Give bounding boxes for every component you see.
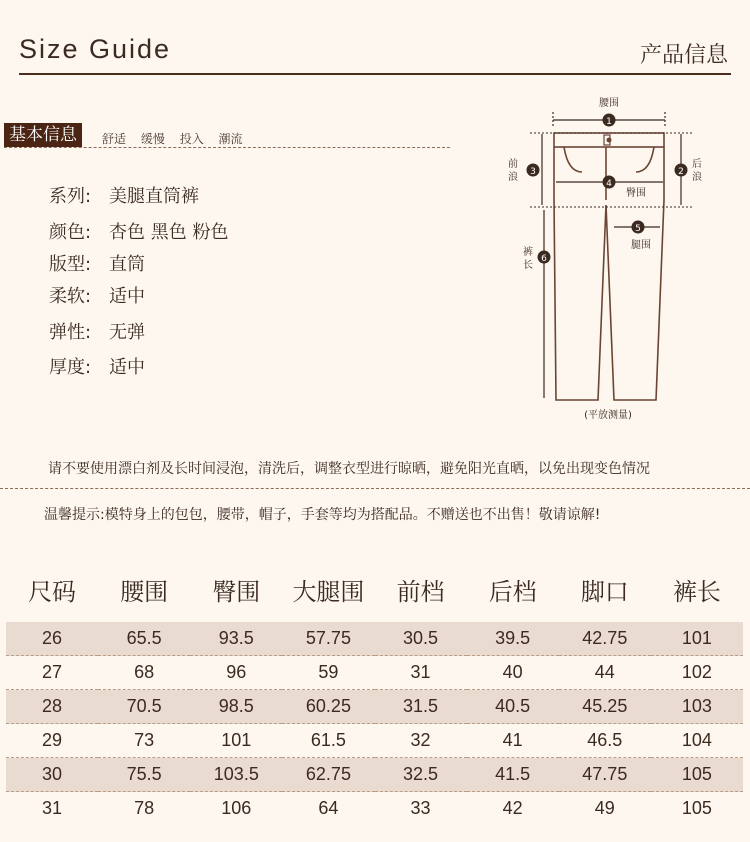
attr-value: 适中 bbox=[109, 286, 145, 307]
cell: 103 bbox=[651, 690, 743, 724]
cell: 27 bbox=[6, 656, 98, 690]
cell: 49 bbox=[594, 798, 615, 818]
attr-key: 版型: bbox=[49, 254, 92, 275]
cell: 102 bbox=[651, 656, 743, 690]
cell: 60.25 bbox=[282, 690, 374, 724]
cell: 104 bbox=[651, 724, 743, 758]
label-length-1: 裤 bbox=[523, 247, 533, 258]
table-row bbox=[6, 792, 743, 826]
attr-value: 直筒 bbox=[109, 254, 145, 275]
attr-value: 适中 bbox=[109, 357, 145, 378]
marker-6 bbox=[538, 251, 551, 265]
attr-softness bbox=[49, 287, 145, 307]
label-front-rise-2: 浪 bbox=[508, 172, 518, 183]
cell: 101 bbox=[190, 724, 282, 758]
marker-1 bbox=[603, 114, 616, 128]
cell: 28 bbox=[6, 690, 98, 724]
cell: 73 bbox=[98, 724, 190, 758]
cell: 40.5 bbox=[467, 690, 559, 724]
cell: 75.5 bbox=[98, 758, 190, 792]
cell: 29 bbox=[6, 724, 98, 758]
cell: 47.75 bbox=[559, 758, 651, 792]
label-waist: 腰围 bbox=[599, 98, 619, 109]
attr-thickness bbox=[49, 358, 145, 378]
cell: 39.5 bbox=[467, 622, 559, 656]
cell: 103.5 bbox=[190, 758, 282, 792]
cell: 31.5 bbox=[375, 690, 467, 724]
cell: 44 bbox=[559, 656, 651, 690]
col-header: 大腿围 bbox=[292, 579, 365, 606]
cell: 31 bbox=[42, 798, 63, 818]
pocket-left bbox=[564, 147, 582, 172]
cell: 57.75 bbox=[282, 622, 374, 656]
col-header: 尺码 bbox=[28, 579, 77, 606]
cell: 96 bbox=[190, 656, 282, 690]
label-length-2: 长 bbox=[523, 260, 533, 271]
cell: 26 bbox=[6, 622, 98, 656]
table-row bbox=[6, 656, 743, 690]
marker-3 bbox=[527, 164, 540, 178]
tag: 潮流 bbox=[218, 132, 243, 146]
cell: 65.5 bbox=[98, 622, 190, 656]
table-row bbox=[6, 758, 743, 792]
cell: 106 bbox=[221, 798, 252, 818]
cell: 105 bbox=[651, 758, 743, 792]
cell: 32 bbox=[375, 724, 467, 758]
pocket-right bbox=[636, 147, 654, 172]
table-header-row bbox=[6, 572, 743, 622]
attr-key: 颜色: bbox=[49, 222, 92, 243]
cell: 98.5 bbox=[190, 690, 282, 724]
cell: 46.5 bbox=[559, 724, 651, 758]
attr-elasticity bbox=[49, 323, 145, 343]
cell: 61.5 bbox=[282, 724, 374, 758]
pants-measure-diagram bbox=[500, 92, 710, 426]
size-table bbox=[6, 572, 743, 825]
basic-info-label: 基本信息 bbox=[4, 123, 82, 147]
title-cn: 产品信息 bbox=[639, 43, 728, 68]
cell: 64 bbox=[318, 798, 339, 818]
attr-color bbox=[49, 223, 228, 243]
table-row bbox=[6, 622, 743, 656]
table-row bbox=[6, 724, 743, 758]
cell: 62.75 bbox=[282, 758, 374, 792]
table-row bbox=[6, 690, 743, 724]
title-en: Size Guide bbox=[19, 34, 172, 64]
attr-value: 美腿直筒裤 bbox=[109, 186, 199, 207]
tag: 投入 bbox=[179, 132, 204, 146]
button-icon bbox=[607, 138, 612, 143]
cell: 30.5 bbox=[375, 622, 467, 656]
svg-text:6: 6 bbox=[541, 254, 547, 264]
attr-key: 厚度: bbox=[49, 357, 92, 378]
label-back-rise-2: 浪 bbox=[692, 172, 702, 183]
cell: 70.5 bbox=[98, 690, 190, 724]
cell: 30 bbox=[6, 758, 98, 792]
cell: 42 bbox=[502, 798, 523, 818]
label-back-rise-1: 后 bbox=[692, 159, 702, 170]
cell: 59 bbox=[282, 656, 374, 690]
cell: 105 bbox=[681, 798, 712, 818]
notice-divider bbox=[0, 488, 750, 489]
label-thigh: 腿围 bbox=[631, 240, 651, 251]
attr-series bbox=[49, 187, 199, 207]
svg-text:1: 1 bbox=[606, 117, 612, 127]
cell: 42.75 bbox=[559, 622, 651, 656]
marker-4 bbox=[603, 176, 616, 190]
col-header: 脚口 bbox=[580, 579, 629, 606]
cell: 32.5 bbox=[375, 758, 467, 792]
label-front-rise-1: 前 bbox=[508, 159, 518, 170]
marker-2 bbox=[675, 164, 688, 178]
cell: 93.5 bbox=[190, 622, 282, 656]
cell: 68 bbox=[98, 656, 190, 690]
cell: 78 bbox=[134, 798, 155, 818]
title-divider bbox=[19, 73, 731, 75]
attr-fit bbox=[49, 255, 145, 275]
diagram-caption: (平放测量) bbox=[584, 410, 632, 421]
cell: 101 bbox=[651, 622, 743, 656]
attr-key: 弹性: bbox=[49, 322, 92, 343]
svg-text:3: 3 bbox=[530, 167, 536, 177]
col-header: 后档 bbox=[488, 579, 537, 606]
attr-value: 无弹 bbox=[109, 322, 145, 343]
cell: 41 bbox=[467, 724, 559, 758]
attr-value: 杏色 黑色 粉色 bbox=[109, 222, 229, 243]
cell: 40 bbox=[467, 656, 559, 690]
cell: 31 bbox=[375, 656, 467, 690]
cell: 45.25 bbox=[559, 690, 651, 724]
tag: 舒适 bbox=[102, 132, 127, 146]
tag: 缓慢 bbox=[140, 132, 165, 146]
cell: 33 bbox=[410, 798, 431, 818]
col-header: 腰围 bbox=[120, 579, 169, 606]
attr-key: 柔软: bbox=[49, 286, 92, 307]
svg-text:2: 2 bbox=[678, 167, 684, 177]
care-notice: 请不要使用漂白剂及长时间浸泡，清洗后，调整衣型进行晾晒，避免阳光直晒，以免出现变色情况 bbox=[48, 461, 650, 477]
col-header: 臀围 bbox=[212, 579, 261, 606]
style-tags bbox=[102, 130, 254, 147]
cell: 41.5 bbox=[467, 758, 559, 792]
attr-key: 系列: bbox=[49, 186, 92, 207]
label-hip: 臀围 bbox=[626, 188, 646, 199]
svg-text:4: 4 bbox=[606, 179, 612, 189]
basic-divider bbox=[4, 147, 450, 148]
marker-5 bbox=[632, 221, 645, 235]
tip-notice: 温馨提示:模特身上的包包，腰带，帽子，手套等均为搭配品。不赠送也不出售！敬请谅解! bbox=[44, 507, 601, 523]
col-header: 前档 bbox=[396, 579, 445, 606]
svg-text:5: 5 bbox=[635, 224, 641, 234]
col-header: 裤长 bbox=[672, 579, 721, 606]
